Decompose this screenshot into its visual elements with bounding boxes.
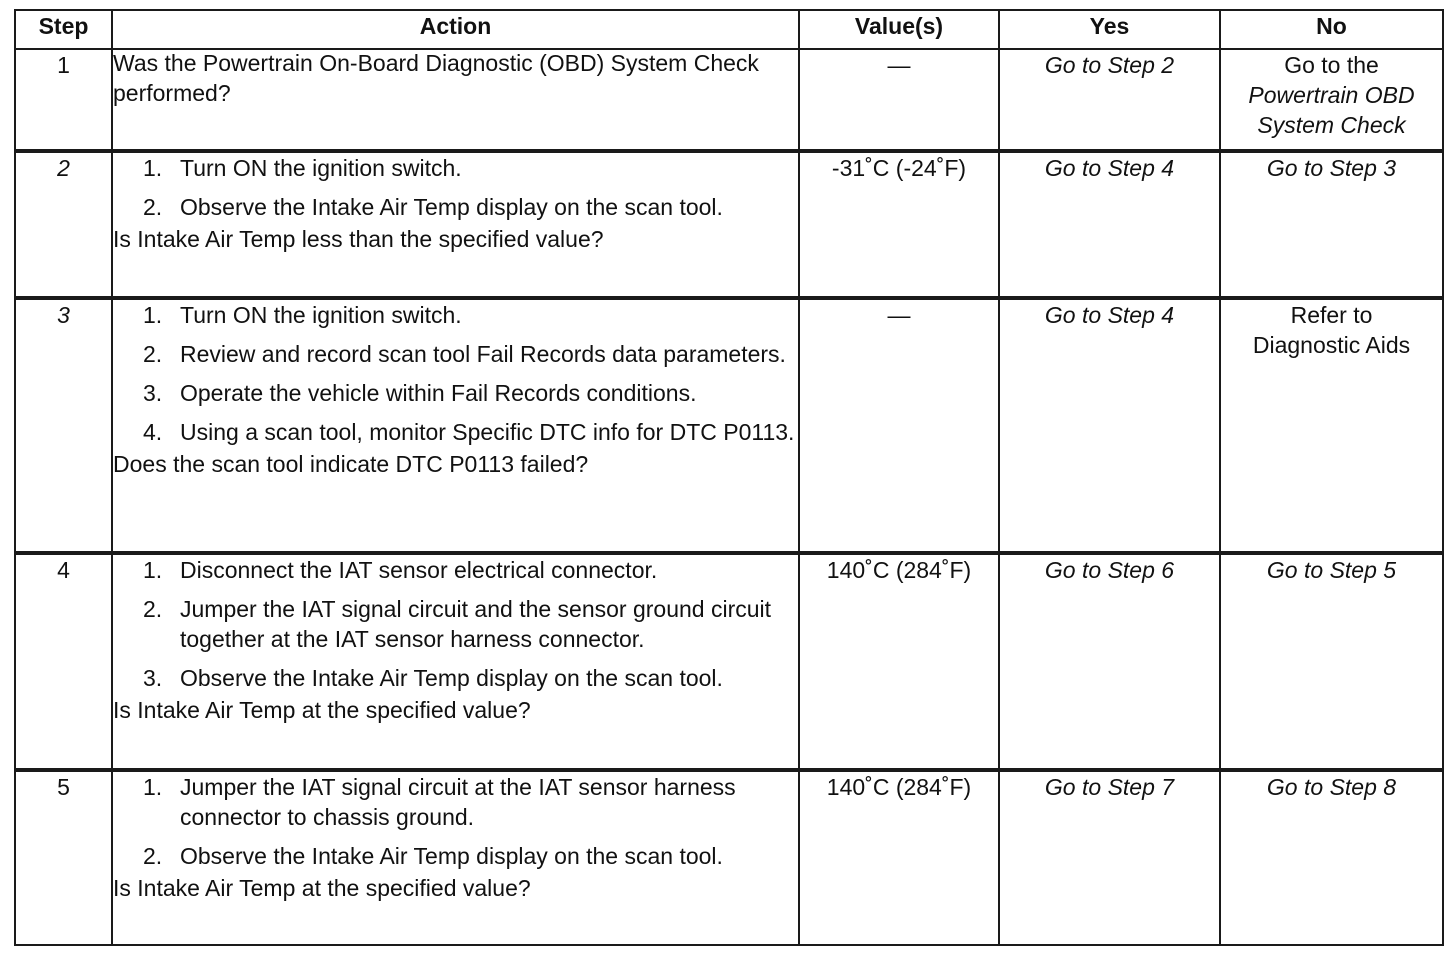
yes-cell [999,770,1220,945]
action-question: Is Intake Air Temp at the specified value? [113,875,531,901]
action-cell [112,298,799,553]
action-step-text: Observe the Intake Air Temp display on the scan tool. [180,843,723,869]
action-steps [113,555,798,693]
action-question: Is Intake Air Temp at the specified value? [113,697,531,723]
action-step-number: 2. [143,596,163,622]
no-cell [1220,298,1443,553]
no-cell [1220,49,1443,151]
value-cell: — [799,298,999,553]
diagnostic-table-container [14,9,1444,946]
yes-cell [999,49,1220,151]
action-cell [112,151,799,298]
value-cell: -31˚C (-24˚F) [799,151,999,298]
action-step [113,192,798,222]
action-step [113,300,798,330]
action-steps [113,772,798,871]
table-row [15,151,1443,298]
no-cell [1220,553,1443,770]
action-step [113,772,798,832]
action-step-number: 3. [143,665,163,691]
no-link[interactable]: Go to Step 5 [1266,557,1397,583]
action-step [113,339,798,369]
action-step-number: 3. [143,380,163,406]
header-value: Value(s) [799,10,999,49]
action-step-number: 1. [143,774,163,800]
value-cell: 140˚C (284˚F) [799,553,999,770]
action-step-number: 2. [143,843,163,869]
action-step-number: 1. [143,155,163,181]
step-number: 5 [15,770,112,945]
action-step-number: 1. [143,557,163,583]
yes-cell [999,298,1220,553]
action-step [113,663,798,693]
action-step-text: Using a scan tool, monitor Specific DTC info for DTC P0113. [180,419,795,445]
no-prefix: Go to the [1284,52,1379,78]
action-question: Does the scan tool indicate DTC P0113 failed? [113,451,589,477]
action-step-text: Jumper the IAT signal circuit and the sensor ground circuit together at the IAT sensor harness connector. [180,596,772,652]
value-cell: 140˚C (284˚F) [799,770,999,945]
action-step-number: 1. [143,302,163,328]
step-number: 1 [15,49,112,151]
action-step-number: 4. [143,419,163,445]
yes-link[interactable]: Go to Step 6 [1044,557,1175,583]
action-step-text: Observe the Intake Air Temp display on the scan tool. [180,194,723,220]
action-question: Was the Powertrain On-Board Diagnostic (OBD) System Check performed? [113,50,759,106]
diagnostic-table [14,9,1444,946]
yes-link[interactable]: Go to Step 4 [1044,155,1175,181]
step-number: 4 [15,553,112,770]
yes-cell [999,553,1220,770]
action-step [113,417,798,447]
action-steps [113,300,798,447]
header-row [15,10,1443,49]
value-cell: — [799,49,999,151]
action-step [113,378,798,408]
header-step: Step [15,10,112,49]
action-step-text: Turn ON the ignition switch. [180,155,462,181]
table-row [15,553,1443,770]
action-cell [112,553,799,770]
action-step-text: Review and record scan tool Fail Records data parameters. [180,341,786,367]
action-step [113,555,798,585]
table-row [15,298,1443,553]
action-step-text: Observe the Intake Air Temp display on the scan tool. [180,665,723,691]
yes-link[interactable]: Go to Step 2 [1044,52,1175,78]
action-step [113,594,798,654]
no-link[interactable]: Go to Step 3 [1266,155,1397,181]
action-steps [113,153,798,222]
action-question: Is Intake Air Temp less than the specified value? [113,226,604,252]
no-link[interactable]: Go to Step 8 [1266,774,1397,800]
action-step-text: Disconnect the IAT sensor electrical connector. [180,557,658,583]
yes-link[interactable]: Go to Step 4 [1044,302,1175,328]
table-row [15,770,1443,945]
header-action: Action [112,10,799,49]
action-cell [112,770,799,945]
no-cell [1220,770,1443,945]
no-cell [1220,151,1443,298]
action-step-number: 2. [143,341,163,367]
action-cell [112,49,799,151]
action-step-text: Turn ON the ignition switch. [180,302,462,328]
no-link[interactable]: Refer to Diagnostic Aids [1252,302,1411,358]
step-number: 2 [15,151,112,298]
yes-cell [999,151,1220,298]
table-row [15,49,1443,151]
header-no: No [1220,10,1443,49]
step-number: 3 [15,298,112,553]
action-step-text: Jumper the IAT signal circuit at the IAT sensor harness connector to chassis ground. [180,774,736,830]
header-yes: Yes [999,10,1220,49]
action-step [113,841,798,871]
no-link[interactable]: Powertrain OBD System Check [1248,82,1415,138]
action-step [113,153,798,183]
action-step-number: 2. [143,194,163,220]
action-step-text: Operate the vehicle within Fail Records conditions. [180,380,697,406]
yes-link[interactable]: Go to Step 7 [1044,774,1175,800]
